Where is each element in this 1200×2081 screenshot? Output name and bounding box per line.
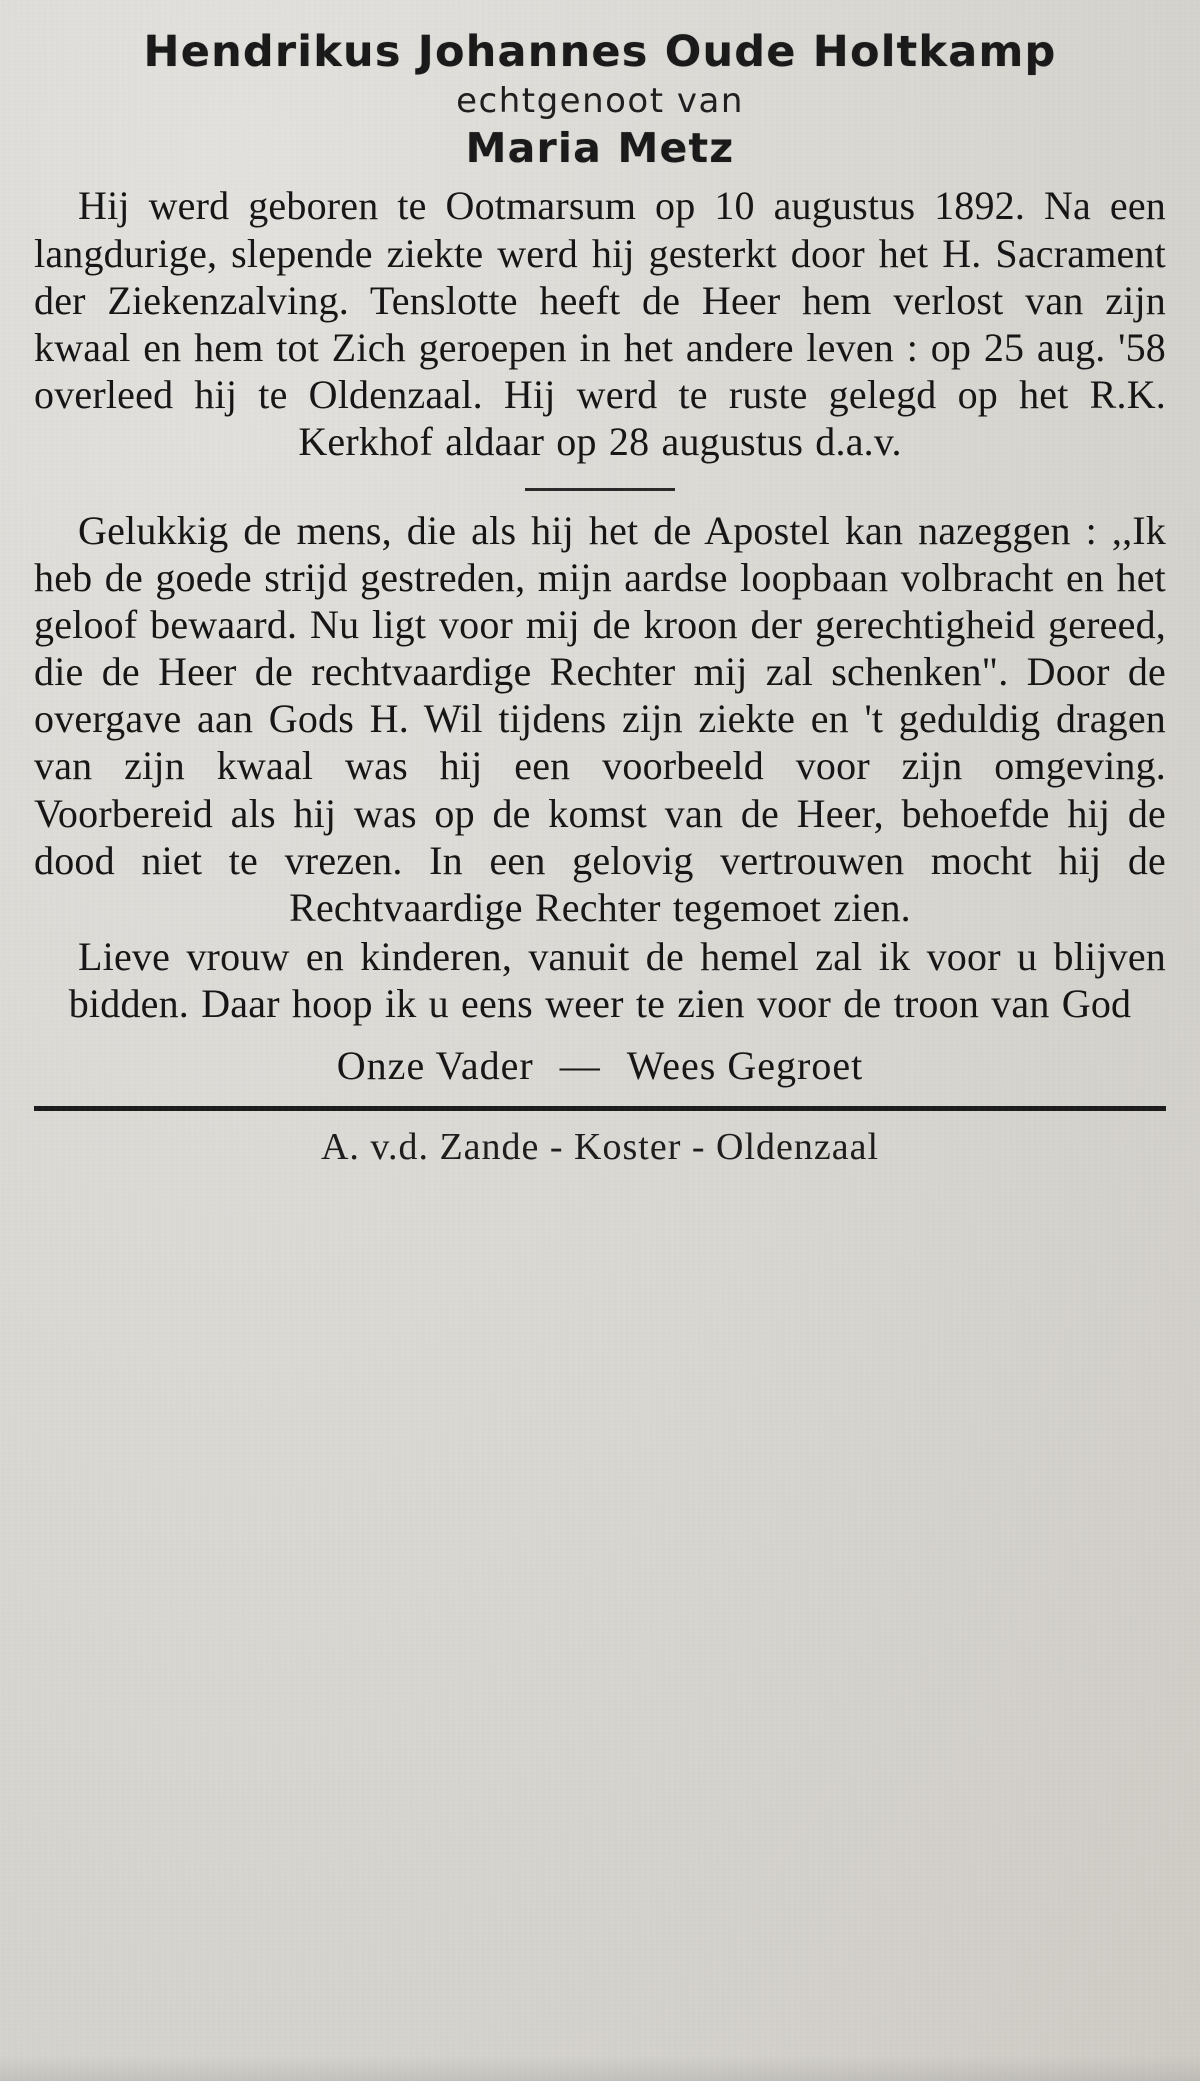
footer-divider bbox=[34, 1106, 1166, 1111]
meditation-paragraph-2: Lieve vrouw en kinderen, vanuit de hemel zal ik voor u blijven bidden. Daar hoop ik u eens weer te zien voor de troon van God bbox=[68, 934, 1166, 1027]
meditation-paragraph-1: Gelukkig de mens, die als hij het de Apostel kan nazeggen : ,,Ik heb de goede strijd gestreden, mijn aardse loopbaan volbracht en het geloof bewaard. Nu ligt voor mij de kroon der gerechtigheid gereed, die de Heer de rechtvaardige Rechter mij zal schenken". Door de overgave aan Gods H. Wil tijdens zijn ziekte en 't geduldig dragen van zijn kwaal was hij een voorbeeld voor zijn omgeving. Voorbereid als hij was op de komst van de Heer, behoefde hij de dood niet te vrezen. In een gelovig vertrouwen mocht hij de Rechtvaardige Rechter tegemoet zien. bbox=[34, 507, 1166, 931]
prayer-separator: — bbox=[559, 1042, 601, 1088]
prayer-wees-gegroet: Wees Gegroet bbox=[626, 1042, 864, 1088]
paper-bottom-shadow bbox=[0, 2055, 1200, 2081]
printer-imprint: A. v.d. Zande - Koster - Oldenzaal bbox=[320, 1125, 880, 1168]
prayer-invocations bbox=[34, 1042, 1166, 1090]
prayer-onze-vader: Onze Vader bbox=[336, 1042, 534, 1088]
page-title: Hendrikus Johannes Oude Holtkamp bbox=[143, 27, 1057, 77]
relation-label: echtgenoot van bbox=[456, 81, 744, 122]
biography-paragraph: Hij werd geboren te Ootmarsum op 10 augustus 1892. Na een langdurige, slepende ziekte werd hij gesterkt door het H. Sacrament der Ziekenzalving. Tenslotte heeft de Heer hem verlost van zijn kwaal en hem tot Zich geroepen in het andere leven : op 25 aug. '58 overleed hij te Oldenzaal. Hij werd te ruste gelegd op het R.K. Kerkhof aldaar op 28 augustus d.a.v. bbox=[34, 183, 1166, 465]
section-divider bbox=[525, 488, 675, 491]
spouse-name: Maria Metz bbox=[465, 124, 735, 173]
